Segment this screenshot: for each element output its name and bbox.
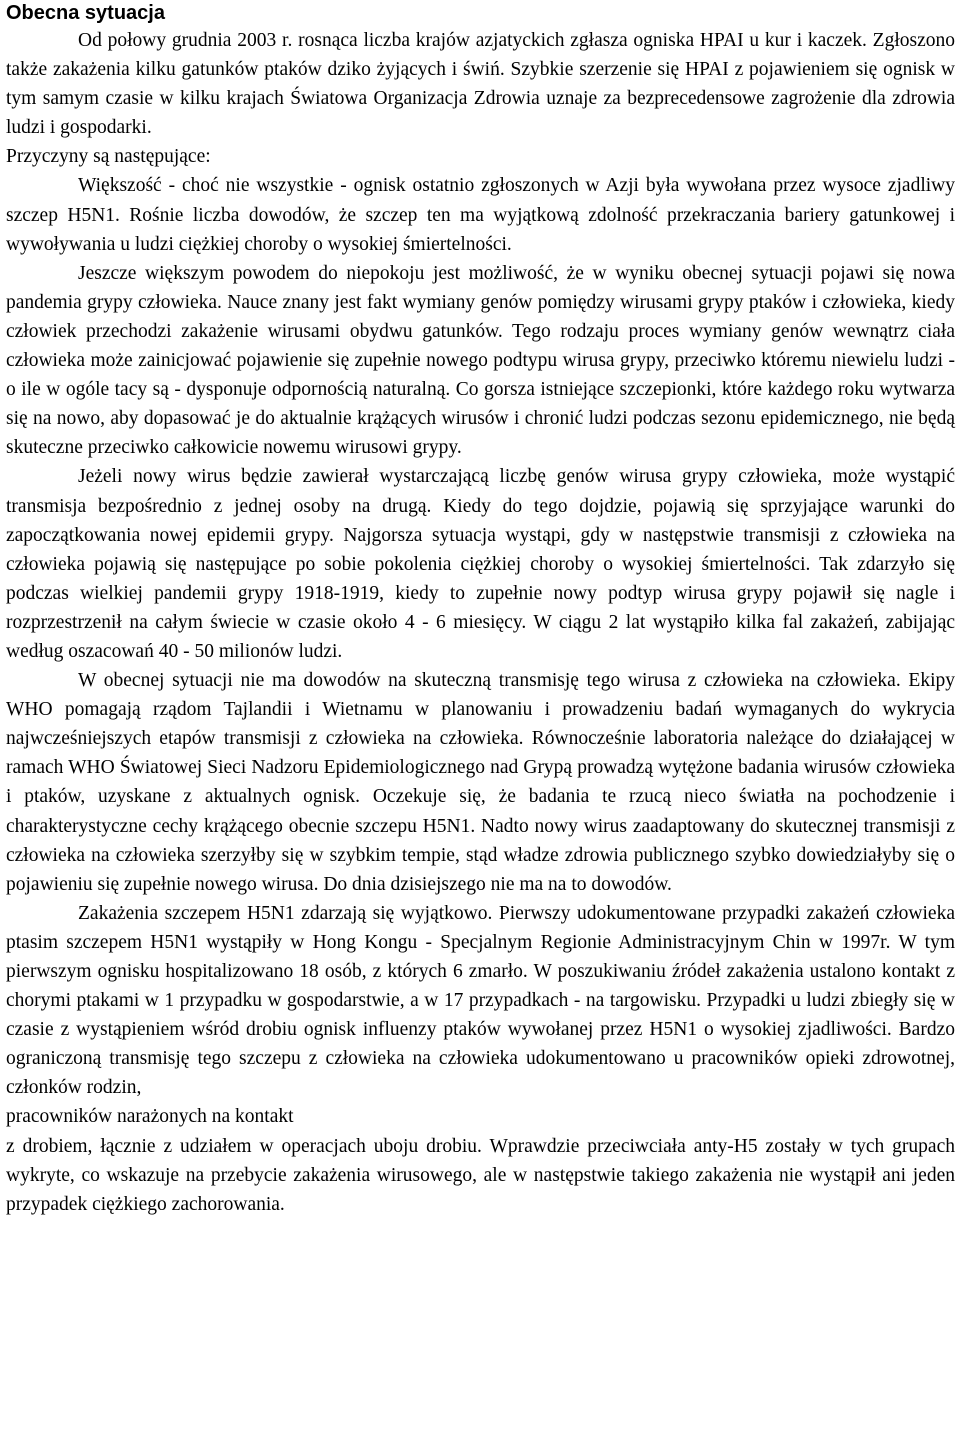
document-page — [6, 0, 955, 1219]
paragraph-transmission: Jeżeli nowy wirus będzie zawierał wystarczającą liczbę genów wirusa grypy człowieka, może wystąpić transmisja bezpośrednio z jednej osoby na drugą. Kiedy do tego dojdzie, pojawią się sprzyjające warunki do zapoczątkowania nowej epidemii grypy. Najgorsza sytuacja wystąpi, gdy w następstwie transmisji z człowieka na człowieka pojawią się następujące po sobie pokolenia ciężkiej choroby o wysokiej śmiertelności. Tak zdarzyło się podczas wielkiej pandemii grypy 1918-1919, kiedy to zupełnie nowy podtyp wirusa grypy pojawił się nagle i rozprzestrzenił na całym świecie w czasie około 4 - 6 miesięcy. W ciągu 2 lat wystąpiło kilka fal zakażeń, zabijając według oszacowań 40 - 50 milionów ludzi. — [6, 466, 955, 662]
paragraph-poultry: z drobiem, łącznie z udziałem w operacjach uboju drobiu. Wprawdzie przeciwciała anty-H5 zostały w tych grupach wykryte, co wskazuje na przebycie zakażenia wirusowego, ale w następstwie takiego zakażenia nie wystąpił ani jeden przypadek ciężkiego zachorowania. — [6, 1135, 955, 1215]
paragraph-hong-kong-last-line: pracowników narażonych na kontakt — [6, 1106, 294, 1128]
paragraph-causes-label: Przyczyny są następujące: — [6, 146, 211, 168]
paragraph-who-teams: W obecnej sytuacji nie ma dowodów na skuteczną transmisję tego wirusa z człowieka na człowieka. Ekipy WHO pomagają rządom Tajlandii i Wietnamu w planowaniu i prowadzeniu badań wymaganych do wykrycia najwcześniejszych etapów transmisji z człowieka na człowieka. Równocześnie laboratoria należące do działającej w ramach WHO Światowej Sieci Nadzoru Epidemiologicznego nad Grypą prowadzą wytężone badania wirusów człowieka i ptaków, uzyskane z aktualnych ognisk. Oczekuje się, że badania te rzucą nieco światła na pochodzenie i charakterystyczne cechy krążącego obecnie szczepu H5N1. Nadto nowy wirus zaadaptowany do skutecznej transmisji z człowieka na człowieka szerzyłby się w szybkim tempie, stąd władze zdrowia publicznego szybko dowiedziałyby się o pojawieniu się zupełnie nowego wirusa. Do dnia dzisiejszego nie ma na to dowodów. — [6, 670, 955, 895]
paragraph-intro: Od połowy grudnia 2003 r. rosnąca liczba krajów azjatyckich zgłasza ogniska HPAI u kur i kaczek. Zgłoszono także zakażenia kilku gatunków ptaków dziko żyjących i świń. Szybkie szerzenie się HPAI z pojawieniem się ognisk w tym samym czasie w kilku krajach Światowa Organizacja Zdrowia uznaje za bezprecedensowe zagrożenie dla zdrowia ludzi i gospodarki. — [6, 30, 955, 139]
paragraph-h5n1-strain: Większość - choć nie wszystkie - ognisk ostatnio zgłoszonych w Azji była wywołana przez wysoce zjadliwy szczep H5N1. Rośnie liczba dowodów, że szczep ten ma wyjątkową zdolność przekraczania bariery gatunkowej i wywoływania u ludzi ciężkiej choroby o wysokiej śmiertelności. — [6, 175, 955, 255]
section-heading: Obecna sytuacja — [6, 2, 165, 24]
paragraph-pandemic-risk: Jeszcze większym powodem do niepokoju jest możliwość, że w wyniku obecnej sytuacji pojawi się nowa pandemia grypy człowieka. Nauce znany jest fakt wymiany genów pomiędzy wirusami grypy ptaków i człowieka, kiedy człowiek przechodzi zakażenie wirusami obydwu gatunków. Tego rodzaju proces wymiany genów wewnątrz ciała człowieka może zainicjować pojawienie się zupełnie nowego podtypu wirusa grypy, przeciwko któremu niewielu ludzi - o ile w ogóle tacy są - dysponuje odpornością naturalną. Co gorsza istniejące szczepionki, które każdego roku wytwarza się na nowo, aby dopasować je do aktualnie krążących wirusów i chronić ludzi podczas sezonu epidemicznego, nie będą skuteczne przeciwko całkowicie nowemu wirusowi grypy. — [6, 262, 955, 459]
paragraph-hong-kong: Zakażenia szczepem H5N1 zdarzają się wyjątkowo. Pierwszy udokumentowane przypadki zakażeń człowieka ptasim szczepem H5N1 wystąpiły w Hong Kongu - Specjalnym Regionie Administracyjnym Chin w 1997r. W tym pierwszym ognisku hospitalizowano 18 osób, z których 6 zmarło. W poszukiwaniu źródeł zakażenia ustalono kontakt z chorymi ptakami w 1 przypadku w gospodarstwie, a w 17 przypadkach - na targowisku. Przypadki u ludzi zbiegły się w czasie z wystąpieniem wśród drobiu ognisk influenzy ptaków wywołanej przez H5N1 o wysokiej zjadliwości. Bardzo ograniczoną transmisję tego szczepu z człowieka na człowieka udokumentowano u pracowników opieki zdrowotnej, członków rodzin, — [6, 902, 955, 1099]
